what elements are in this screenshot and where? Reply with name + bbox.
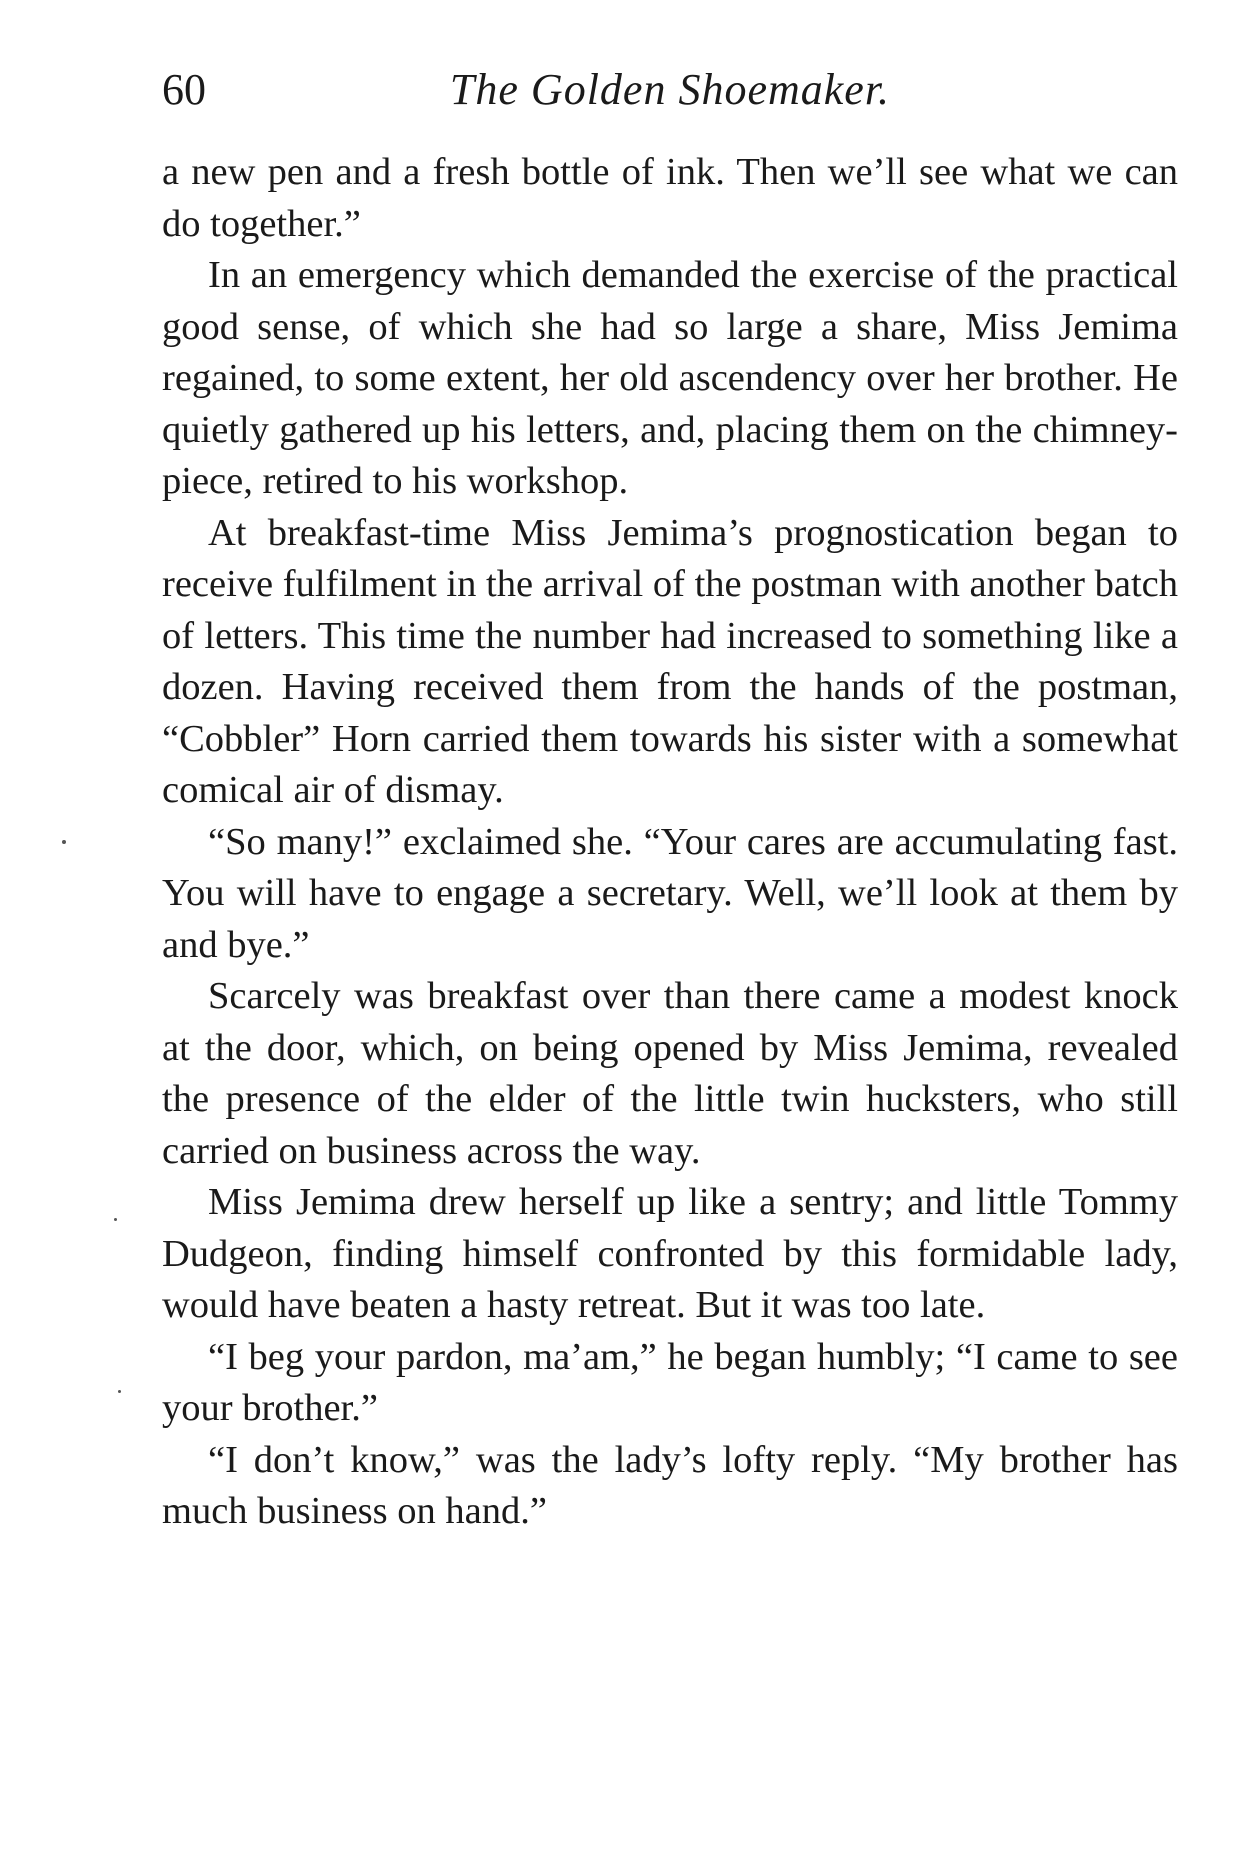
print-speck bbox=[114, 1218, 117, 1221]
paragraph: “I don’t know,” was the lady’s lofty reply. “My brother has much business on hand.” bbox=[162, 1438, 1178, 1532]
paragraph: “I beg your pardon, ma’am,” he began humbly; “I came to see your brother.” bbox=[162, 1335, 1178, 1429]
print-speck bbox=[118, 1390, 121, 1393]
paragraph: “So many!” exclaimed she. “Your cares are accumulating fast. You will have to engage a secretary. Well, we’ll look at them by and bye.” bbox=[162, 820, 1178, 966]
print-speck bbox=[62, 840, 66, 844]
paragraph: Miss Jemima drew herself up like a sentry; and little Tommy Dudgeon, finding himself confronted by this formidable lady, would have beaten a hasty retreat. But it was too late. bbox=[162, 1181, 1178, 1326]
page-number: 60 bbox=[162, 65, 206, 114]
paragraph: At breakfast-time Miss Jemima’s prognostication began to receive fulfilment in the arrival of the postman with another batch of letters. This time the number had increased to something like a dozen. Having received them from the hands of the postman, “Cobbler” Horn carried them towards his sister with a somewhat comical air of dismay. bbox=[162, 511, 1178, 811]
paragraph: Scarcely was breakfast over than there came a modest knock at the door, which, on being opened by Miss Jemima, revealed the presence of the elder of the little twin hucksters, who still carried on business across the way. bbox=[162, 975, 1178, 1172]
running-title: The Golden Shoemaker. bbox=[449, 65, 891, 114]
body-text bbox=[162, 147, 1178, 1538]
page-header bbox=[162, 60, 1178, 120]
paragraph: In an emergency which demanded the exercise of the practical good sense, of which she had so large a share, Miss Jemima regained, to some extent, her old ascendency over her brother. He quietly gathered up his letters, and, placing them on the chimney-piece, retired to his workshop. bbox=[162, 254, 1178, 502]
paragraph: a new pen and a fresh bottle of ink. Then we’ll see what we can do together.” bbox=[162, 151, 1178, 245]
